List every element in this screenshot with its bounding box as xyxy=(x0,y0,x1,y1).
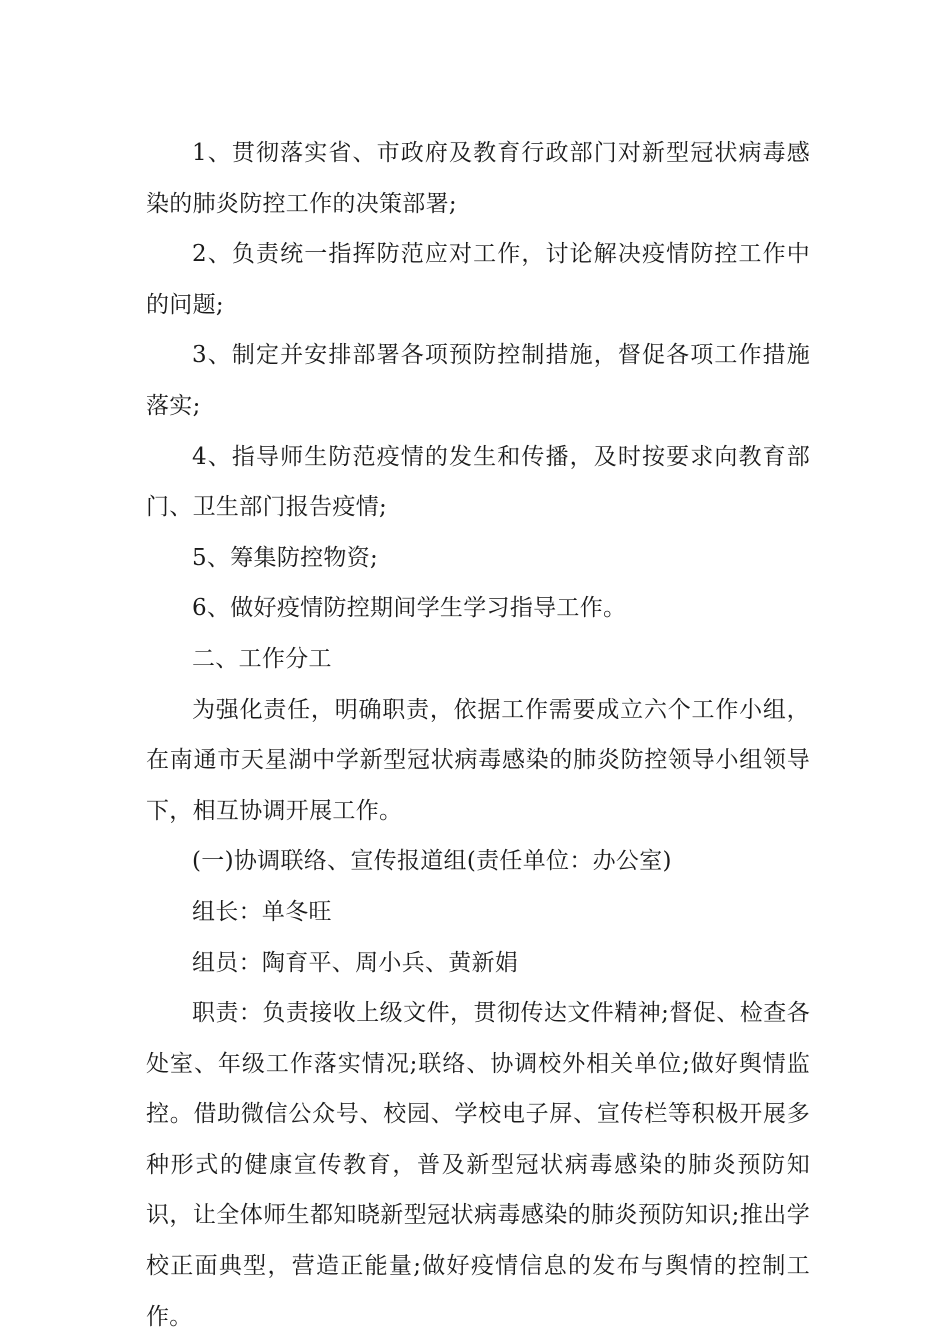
paragraph-duty-1: 1、贯彻落实省、市政府及教育行政部门对新型冠状病毒感染的肺炎防控工作的决策部署; xyxy=(146,140,810,217)
paragraph-duty-3: 3、制定并安排部署各项预防控制措施，督促各项工作措施落实; xyxy=(146,342,810,419)
section-heading-work-division: 二、工作分工 xyxy=(192,645,332,672)
paragraph-duty-4: 4、指导师生防范疫情的发生和传播，及时按要求向教育部门、卫生部门报告疫情; xyxy=(146,443,810,521)
paragraph-duty-6: 6、做好疫情防控期间学生学习指导工作。 xyxy=(192,595,627,622)
document-body xyxy=(146,128,810,1342)
paragraph-group-leader: 组长：单冬旺 xyxy=(192,898,332,925)
paragraph-duty-5: 5、筹集防控物资; xyxy=(192,544,379,571)
paragraph-group-responsibilities: 职责：负责接收上级文件，贯彻传达文件精神;督促、检查各处室、年级工作落实情况;联络、协调校外相关单位;做好舆情监控。借助微信公众号、校园、学校电子屏、宣传栏等积极开展多种形式的健康宣传教育，普及新型冠状病毒感染的肺炎预防知识，让全体师生都知晓新型冠状病毒感染的肺炎预防知识;推出学校正面典型，营造正能量;做好疫情信息的发布与舆情的控制工作。 xyxy=(146,1000,810,1330)
subsection-heading-coordination-group: (一)协调联络、宣传报道组(责任单位：办公室) xyxy=(192,848,672,875)
paragraph-group-members: 组员：陶育平、周小兵、黄新娟 xyxy=(192,949,519,976)
paragraph-duty-2: 2、负责统一指挥防范应对工作，讨论解决疫情防控工作中的问题; xyxy=(146,241,810,318)
paragraph-work-division-intro: 为强化责任，明确职责，依据工作需要成立六个工作小组，在南通市天星湖中学新型冠状病毒感染的肺炎防控领导小组领导下，相互协调开展工作。 xyxy=(146,696,810,824)
